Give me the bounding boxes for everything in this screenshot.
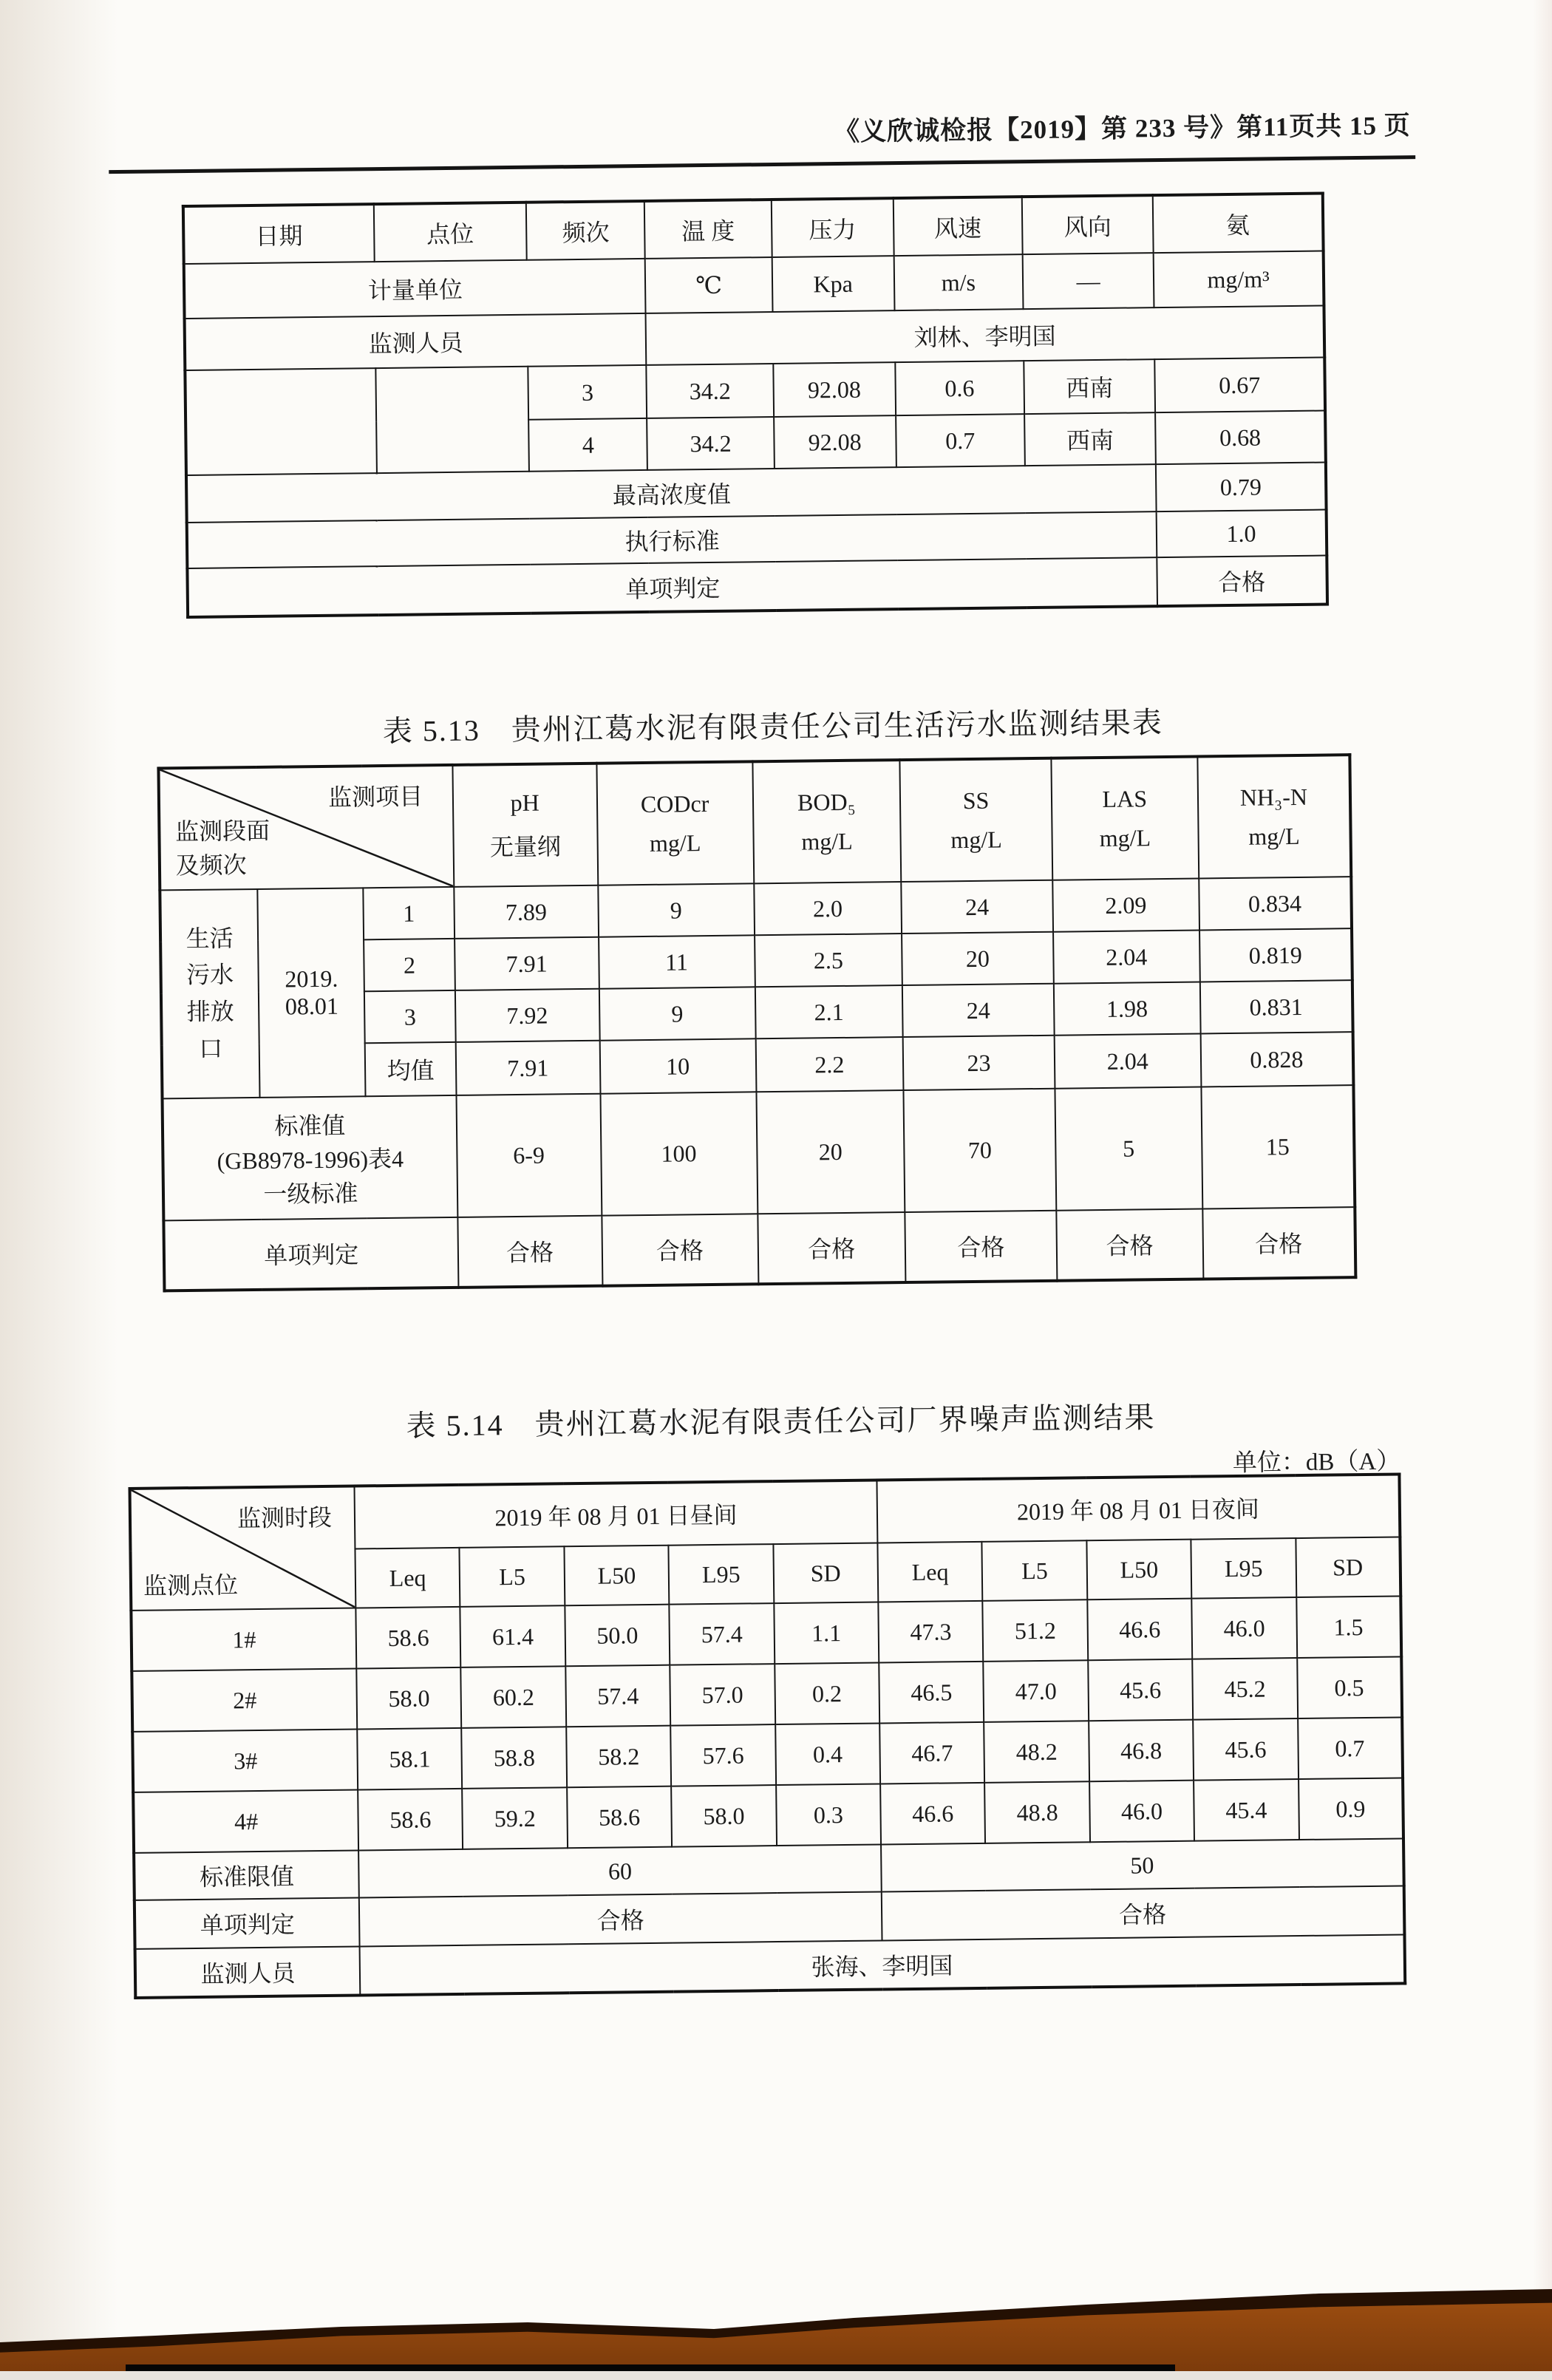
standard-value: 20 — [756, 1090, 905, 1214]
data-cell: 46.0 — [1089, 1781, 1194, 1843]
data-cell: 9 — [599, 987, 755, 1040]
data-cell: 92.08 — [774, 415, 896, 469]
data-cell: 7.91 — [455, 1041, 600, 1095]
unit-cell: m/s — [894, 254, 1023, 310]
data-cell: 0.831 — [1200, 980, 1353, 1033]
parameter-name: BOD₅ — [797, 788, 856, 816]
unit-cell: Kpa — [772, 256, 894, 312]
subheader-cell: L50 — [564, 1546, 669, 1606]
column-header — [452, 764, 598, 887]
header-rule — [109, 155, 1415, 174]
data-cell: 2.04 — [1054, 1033, 1201, 1088]
judgement-label: 单项判定 — [187, 557, 1157, 617]
data-cell: 48.8 — [985, 1781, 1090, 1843]
data-cell: 45.2 — [1192, 1658, 1297, 1720]
judgement-value: 合格 — [905, 1211, 1058, 1282]
data-cell: 58.6 — [358, 1789, 463, 1851]
row-label: 3 — [364, 990, 455, 1043]
subheader-cell: L5 — [460, 1546, 565, 1607]
unit-row-label: 计量单位 — [184, 259, 646, 319]
header-cell: 风速 — [893, 197, 1022, 256]
judgement-label: 单项判定 — [163, 1217, 458, 1291]
data-cell: 0.6 — [895, 361, 1024, 415]
subheader-cell: L50 — [1086, 1540, 1191, 1600]
subheader-cell: L95 — [669, 1544, 774, 1605]
parameter-name: NH₃-N — [1239, 783, 1308, 811]
data-cell: 0.7 — [1298, 1717, 1403, 1779]
row-label: 3# — [132, 1729, 358, 1792]
ammonia-monitoring-table — [182, 192, 1329, 619]
table-5-13-title: 表 5.13 贵州江葛水泥有限责任公司生活污水监测结果表 — [382, 706, 1164, 749]
data-cell: 47.0 — [984, 1660, 1089, 1722]
subheader-cell: SD — [773, 1543, 878, 1603]
nighttime-group-header: 2019 年 08 月 01 日夜间 — [877, 1474, 1400, 1543]
noise-monitoring-table — [128, 1472, 1406, 1999]
data-cell: 2.09 — [1052, 879, 1199, 932]
data-cell: 1.98 — [1054, 982, 1201, 1035]
subheader-cell: SD — [1296, 1537, 1400, 1597]
data-cell: 46.6 — [880, 1783, 985, 1845]
standard-value: 6-9 — [456, 1094, 602, 1217]
unit-cell: — — [1023, 253, 1154, 309]
row-label: 1# — [131, 1608, 356, 1671]
parameter-name: LAS — [1102, 785, 1148, 812]
unit-cell: mg/m³ — [1154, 251, 1324, 308]
subheader-cell: Leq — [355, 1548, 460, 1608]
wastewater-monitoring-table — [157, 753, 1357, 1292]
corner-top-label: 监测项目 — [327, 782, 423, 811]
standard-label: 执行标准 — [187, 511, 1157, 568]
column-header — [1051, 757, 1199, 880]
data-cell: 58.6 — [567, 1786, 672, 1849]
data-cell: 51.2 — [983, 1599, 1088, 1662]
subheader-cell: Leq — [877, 1542, 982, 1602]
data-cell: 0.7 — [896, 414, 1025, 467]
data-cell: 2.2 — [755, 1037, 903, 1092]
data-cell: 58.1 — [357, 1728, 462, 1790]
unit-cell: ℃ — [645, 257, 772, 313]
parameter-unit: mg/L — [950, 826, 1002, 854]
limit-day-value: 60 — [358, 1844, 882, 1897]
max-concentration-label: 最高浓度值 — [186, 464, 1157, 523]
header-cell: 点位 — [373, 203, 526, 262]
data-cell: 10 — [599, 1038, 756, 1093]
judgement-label: 单项判定 — [135, 1897, 360, 1948]
judgement-value: 合格 — [1202, 1207, 1355, 1279]
data-cell: 57.0 — [670, 1664, 775, 1726]
page-header: 《义欣诚检报【2019】第 233 号》第11页共 15 页 — [833, 111, 1411, 147]
data-cell: 0.67 — [1154, 358, 1325, 413]
data-cell: 0.5 — [1297, 1656, 1402, 1718]
row-label: 2# — [132, 1668, 357, 1731]
subheader-cell: L5 — [982, 1540, 1087, 1601]
data-cell: 47.3 — [878, 1601, 983, 1663]
data-cell: 西南 — [1024, 359, 1155, 414]
data-cell: 61.4 — [460, 1605, 565, 1667]
judgement-value: 合格 — [457, 1216, 602, 1288]
judgement-value: 合格 — [602, 1214, 758, 1285]
daytime-group-header: 2019 年 08 月 01 日昼间 — [355, 1480, 878, 1548]
header-cell: 频次 — [526, 201, 645, 260]
limit-night-value: 50 — [881, 1838, 1404, 1891]
data-cell: 1.1 — [774, 1602, 879, 1664]
personnel-value: 刘林、李明国 — [646, 306, 1324, 365]
data-cell: 0.828 — [1200, 1032, 1353, 1087]
data-cell: 34.2 — [647, 364, 774, 418]
row-label: 2 — [364, 939, 455, 991]
data-cell: 3 — [528, 365, 647, 420]
data-cell: 7.89 — [454, 885, 599, 939]
site-name: 生活污水排放口 — [186, 925, 234, 1062]
header-cell: 氨 — [1153, 194, 1324, 254]
data-cell: 34.2 — [647, 417, 775, 470]
corner-header-cell — [130, 1486, 356, 1611]
parameter-name: SS — [962, 786, 990, 815]
data-cell: 45.4 — [1194, 1779, 1299, 1841]
data-cell: 1.5 — [1296, 1596, 1401, 1658]
data-cell: 45.6 — [1193, 1718, 1298, 1781]
data-cell: 57.4 — [565, 1665, 670, 1727]
corner-bottom-label: 监测段面 及频次 — [174, 817, 270, 879]
row-label: 4# — [133, 1789, 358, 1852]
corner-top-label: 监测时段 — [236, 1503, 333, 1531]
standard-value: 70 — [904, 1089, 1056, 1212]
column-header — [900, 758, 1052, 882]
data-cell: 60.2 — [461, 1666, 566, 1728]
data-cell: 0.9 — [1299, 1778, 1403, 1840]
data-cell: 46.0 — [1191, 1597, 1296, 1659]
data-cell: 0.4 — [775, 1723, 880, 1785]
data-cell: 46.5 — [879, 1662, 984, 1724]
data-cell: 57.6 — [670, 1724, 775, 1786]
data-cell: 2.04 — [1053, 930, 1200, 983]
personnel-label: 监测人员 — [185, 313, 647, 370]
data-cell: 46.6 — [1087, 1599, 1192, 1661]
personnel-label: 监测人员 — [135, 1946, 361, 1997]
judgement-value: 合格 — [758, 1212, 906, 1284]
data-cell: 2.0 — [754, 882, 902, 935]
data-cell: 7.92 — [455, 989, 600, 1042]
standard-value: 1.0 — [1157, 510, 1327, 558]
data-cell: 50.0 — [565, 1605, 670, 1667]
site-cell — [160, 889, 259, 1098]
max-concentration-value: 0.79 — [1156, 463, 1327, 512]
data-cell: 4 — [528, 418, 647, 472]
data-cell: 23 — [903, 1036, 1055, 1090]
row-label: 均值 — [365, 1042, 456, 1096]
judgement-night-value: 合格 — [882, 1886, 1405, 1940]
data-cell: 48.2 — [984, 1721, 1089, 1783]
standard-value: 5 — [1055, 1087, 1202, 1210]
data-cell: 0.3 — [776, 1784, 881, 1846]
subheader-cell: L95 — [1191, 1538, 1296, 1599]
column-header — [1197, 755, 1351, 878]
data-cell: 0.819 — [1199, 928, 1352, 982]
empty-cell — [185, 368, 376, 475]
table-5-14-title: 表 5.14 贵州江葛水泥有限责任公司厂界噪声监测结果 — [406, 1401, 1156, 1443]
judgement-value: 合格 — [1056, 1208, 1203, 1280]
parameter-unit: mg/L — [1099, 824, 1151, 852]
date-cell: 2019. 08.01 — [257, 888, 366, 1098]
data-cell: 西南 — [1024, 412, 1156, 466]
corner-header-cell — [158, 765, 454, 891]
data-cell: 46.8 — [1089, 1720, 1194, 1782]
data-cell: 0.834 — [1199, 877, 1352, 930]
parameter-unit: mg/L — [649, 829, 701, 857]
data-cell: 58.2 — [566, 1726, 671, 1788]
corner-bottom-label: 监测点位 — [143, 1571, 239, 1599]
scan-edge-strip — [126, 2364, 1175, 2371]
limit-label: 标准限值 — [134, 1850, 359, 1900]
data-cell: 46.7 — [879, 1722, 984, 1784]
data-cell: 58.6 — [355, 1607, 460, 1669]
unit-note: 单位：dB（A） — [1232, 1448, 1401, 1478]
header-cell: 温 度 — [644, 200, 772, 259]
judgement-day-value: 合格 — [359, 1891, 882, 1946]
judgement-value: 合格 — [1157, 556, 1327, 607]
parameter-unit: 无量纲 — [489, 832, 562, 860]
data-cell: 24 — [901, 880, 1052, 934]
data-cell: 20 — [902, 932, 1053, 985]
empty-cell — [375, 367, 529, 473]
standard-value: 15 — [1201, 1085, 1355, 1208]
standard-value: 100 — [600, 1092, 758, 1215]
parameter-name: pH — [510, 789, 540, 816]
data-cell: 58.0 — [356, 1667, 461, 1730]
header-cell: 日期 — [183, 204, 374, 264]
standard-label: 标准值 (GB8978-1996)表4 一级标准 — [163, 1095, 458, 1221]
data-cell: 7.91 — [455, 937, 599, 990]
data-cell: 9 — [598, 883, 755, 936]
parameter-unit: mg/L — [1248, 822, 1300, 850]
row-label: 1 — [364, 887, 455, 939]
data-cell: 0.2 — [775, 1662, 879, 1724]
data-cell: 2.5 — [755, 934, 902, 987]
column-header — [752, 760, 902, 883]
data-cell: 58.0 — [671, 1785, 776, 1847]
data-cell: 58.8 — [462, 1727, 567, 1789]
parameter-unit: mg/L — [801, 827, 853, 855]
header-cell: 风向 — [1022, 195, 1154, 254]
data-cell: 24 — [902, 984, 1054, 1037]
data-cell: 0.68 — [1155, 411, 1326, 465]
parameter-name: CODcr — [640, 790, 709, 818]
data-cell: 59.2 — [463, 1787, 568, 1849]
data-cell: 57.4 — [670, 1603, 775, 1665]
data-cell: 92.08 — [773, 362, 896, 417]
header-cell: 压力 — [771, 198, 894, 257]
data-cell: 11 — [599, 935, 755, 988]
column-header — [596, 761, 754, 885]
data-cell: 45.6 — [1088, 1659, 1193, 1721]
data-cell: 2.1 — [755, 985, 902, 1038]
personnel-value: 张海、李明国 — [360, 1934, 1406, 1995]
